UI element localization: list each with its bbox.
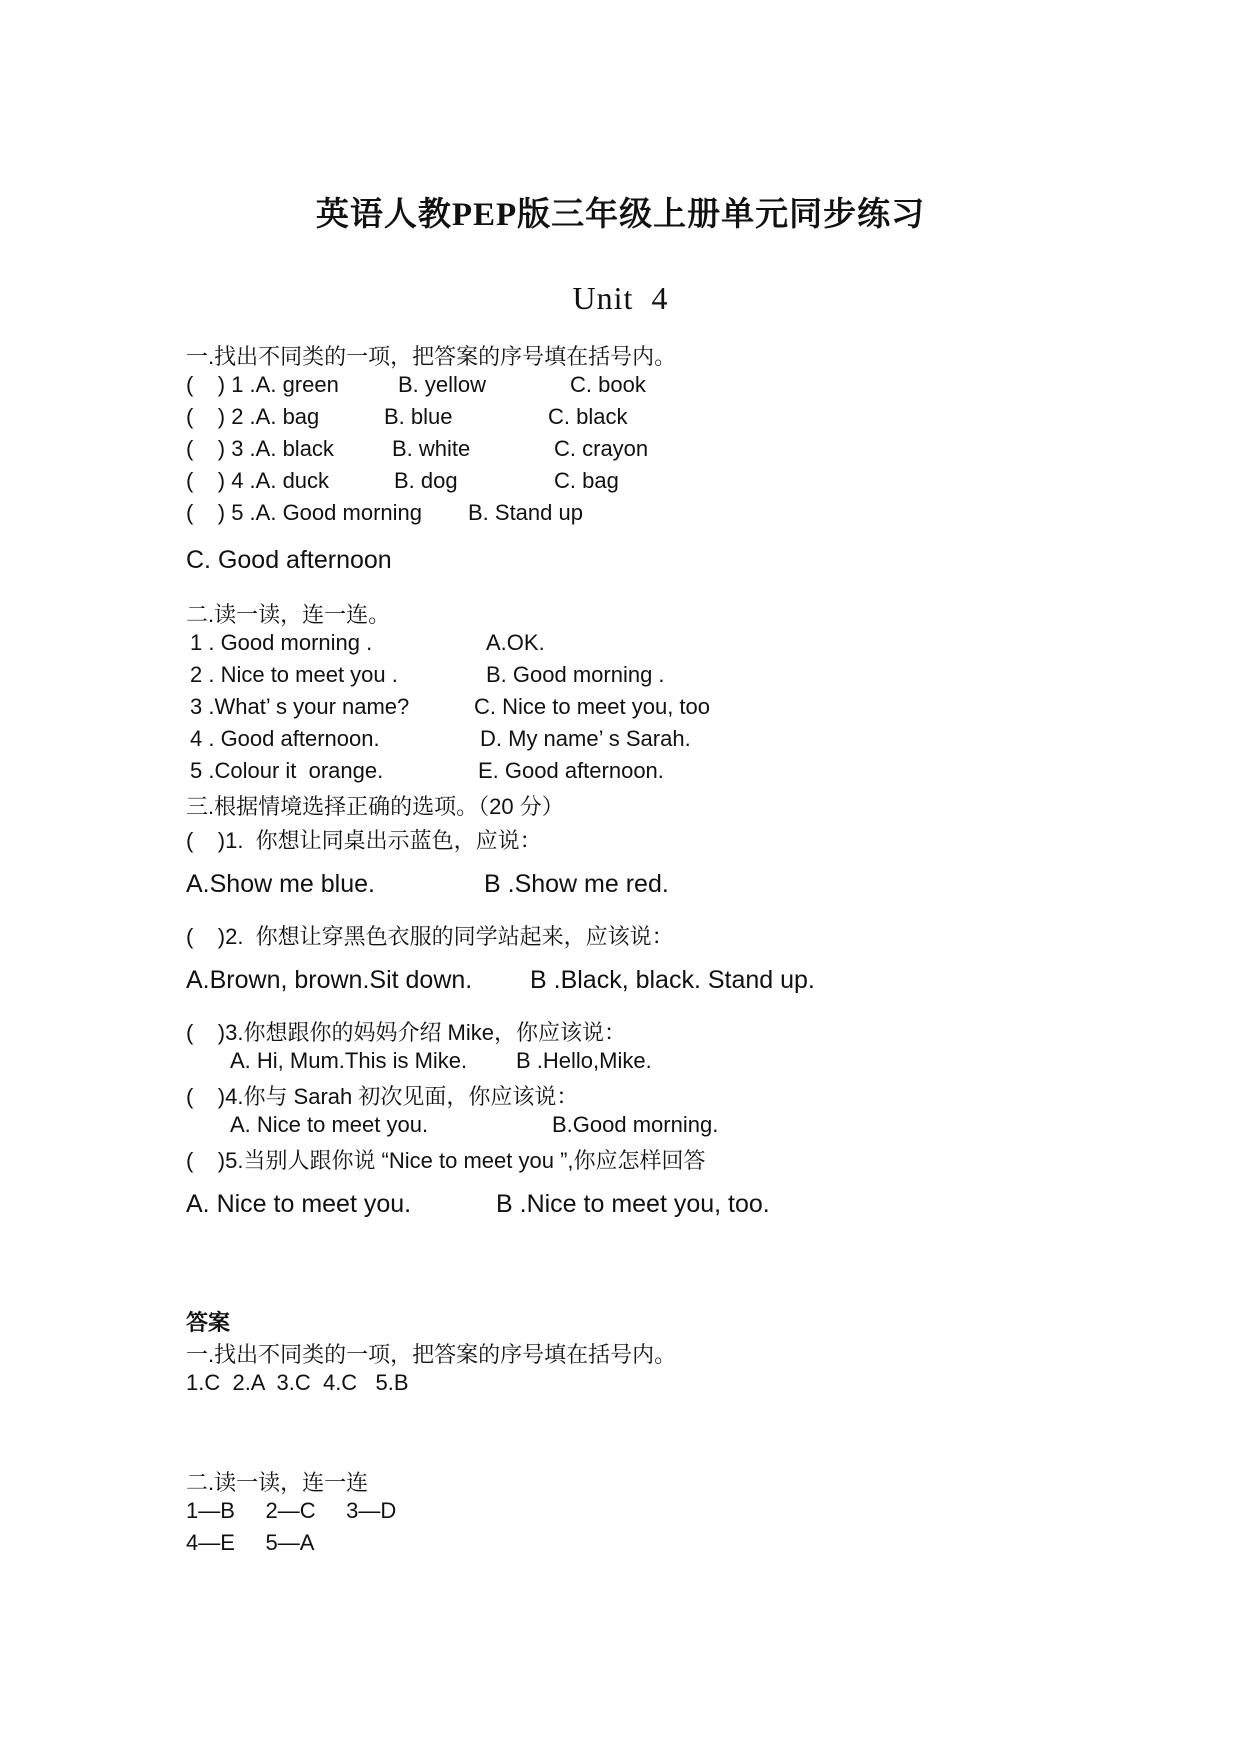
s3-q4-b: B.Good morning.	[552, 1112, 719, 1137]
s1-item4-b: B. dog	[394, 468, 458, 493]
s2-row1-right: A.OK.	[486, 630, 545, 655]
s3-q1-a: A.Show me blue.	[186, 870, 375, 898]
s3-q4-text: ( )4.你与 Sarah 初次见面，你应该说：	[186, 1084, 579, 1109]
s1-item4-c: C. bag	[554, 468, 619, 493]
s3-q4-a: A. Nice to meet you.	[230, 1112, 429, 1137]
s1-item3-lead: ( ) 3 .A. black	[186, 436, 334, 461]
answers-s2-line2: 4—E 5—A	[186, 1530, 315, 1555]
s2-row4-right: D. My name’ s Sarah.	[480, 726, 691, 751]
s2-row5-right: E. Good afternoon.	[478, 758, 664, 783]
s1-item3-c: C. crayon	[554, 436, 649, 461]
s3-q3-b: B .Hello,Mike.	[516, 1048, 652, 1073]
s3-q3-text: ( )3.你想跟你的妈妈介绍 Mike，你应该说：	[186, 1020, 627, 1045]
s2-row4-left: 4 . Good afternoon.	[190, 726, 380, 751]
s3-q2-b: B .Black, black. Stand up.	[530, 966, 815, 994]
section1-heading: 一.找出不同类的一项，把答案的序号填在括号内。	[186, 344, 677, 369]
s2-row1-left: 1 . Good morning .	[190, 630, 373, 655]
s2-row3-right: C. Nice to meet you, too	[474, 694, 710, 719]
s1-item1-c: C. book	[570, 372, 646, 397]
answers-heading: 答案	[186, 1310, 231, 1335]
s3-q2-text: ( )2. 你想让穿黑色衣服的同学站起来，应该说：	[186, 924, 674, 949]
s2-row5-left: 5 .Colour it orange.	[190, 758, 384, 783]
s3-q5-a: A. Nice to meet you.	[186, 1190, 412, 1218]
s2-row2-right: B. Good morning .	[486, 662, 665, 687]
s1-item5-lead: ( ) 5 .A. Good morning	[186, 500, 422, 525]
s1-item2-b: B. blue	[384, 404, 453, 429]
s1-item5-c: C. Good afternoon	[186, 546, 392, 574]
s3-q1-b: B .Show me red.	[484, 870, 669, 898]
unit-heading: Unit 4	[572, 280, 669, 316]
section2-heading: 二.读一读，连一连。	[186, 602, 391, 627]
s1-item4-lead: ( ) 4 .A. duck	[186, 468, 330, 493]
section3-heading: 三.根据情境选择正确的选项。（20 分）	[186, 794, 564, 819]
s2-row3-left: 3 .What’ s your name?	[190, 694, 410, 719]
s1-item1-b: B. yellow	[398, 372, 487, 397]
s3-q5-text: ( )5.当别人跟你说 “Nice to meet you ”,你应怎样回答	[186, 1148, 706, 1173]
s1-item3-b: B. white	[392, 436, 471, 461]
answers-s1-list: 1.C 2.A 3.C 4.C 5.B	[186, 1370, 409, 1395]
s3-q2-a: A.Brown, brown.Sit down.	[186, 966, 473, 994]
answers-s2-heading: 二.读一读，连一连	[186, 1470, 369, 1495]
s3-q1-text: ( )1. 你想让同桌出示蓝色，应说：	[186, 828, 542, 853]
document-title: 英语人教PEP版三年级上册单元同步练习	[315, 197, 926, 233]
s2-row2-left: 2 . Nice to meet you .	[190, 662, 398, 687]
s1-item2-lead: ( ) 2 .A. bag	[186, 404, 320, 429]
s1-item1-lead: ( ) 1 .A. green	[186, 372, 339, 397]
s3-q3-a: A. Hi, Mum.This is Mike.	[230, 1048, 468, 1073]
s1-item2-c: C. black	[548, 404, 628, 429]
answers-s2-line1: 1—B 2—C 3—D	[186, 1498, 397, 1523]
answers-s1-heading: 一.找出不同类的一项，把答案的序号填在括号内。	[186, 1342, 677, 1367]
s3-q5-b: B .Nice to meet you, too.	[496, 1190, 770, 1218]
s1-item5-b: B. Stand up	[468, 500, 583, 525]
